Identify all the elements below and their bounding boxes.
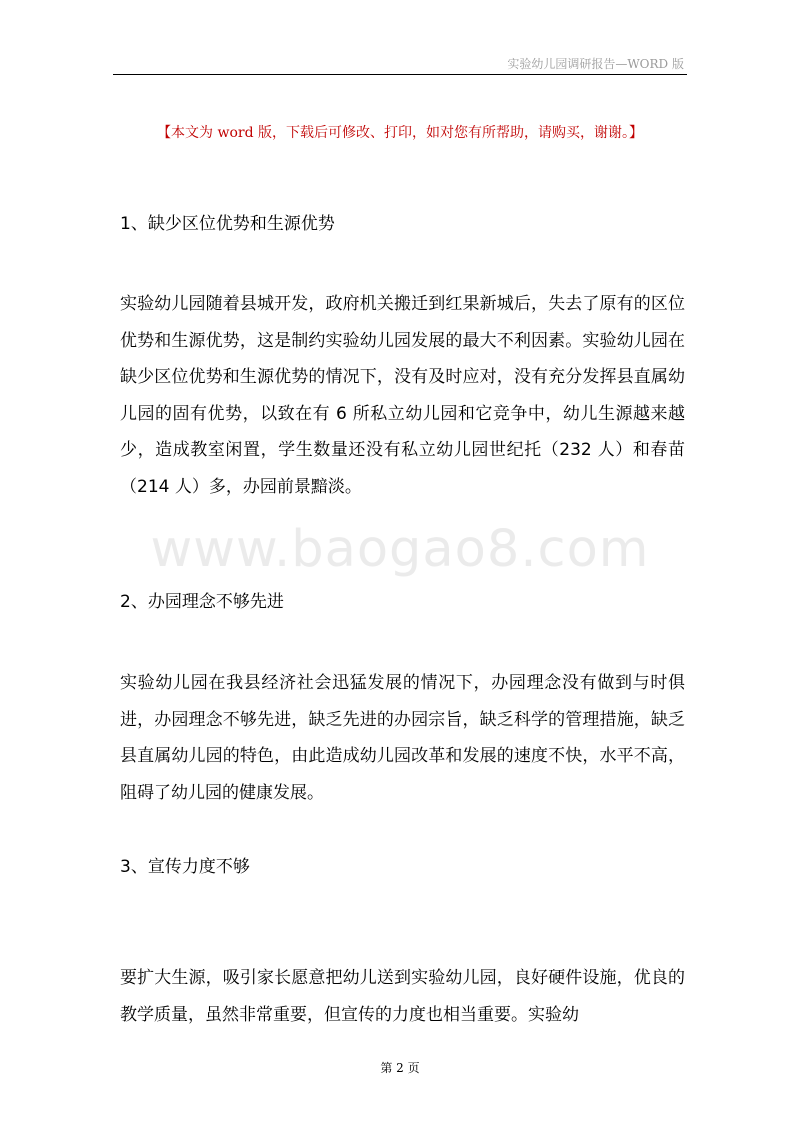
section-heading-1: 1、缺少区位优势和生源优势 bbox=[120, 214, 335, 234]
download-notice: 【本文为 word 版，下载后可修改、打印，如对您有所帮助，请购买，谢谢。】 bbox=[157, 125, 643, 141]
section-paragraph-3: 要扩大生源，吸引家长愿意把幼儿送到实验幼儿园，良好硬件设施，优良的教学质量，虽然非常重要，但宣传的力度也相当重要。实验幼 bbox=[120, 968, 685, 1025]
header-divider bbox=[113, 74, 687, 75]
page-number: 第 2 页 bbox=[380, 1061, 420, 1075]
section-paragraph-2: 实验幼儿园在我县经济社会迅猛发展的情况下，办园理念没有做到与时俱进，办园理念不够先进，缺乏先进的办园宗旨，缺乏科学的管理措施，缺乏县直属幼儿园的特色，由此造成幼儿园改革和发展的速度不快，水平不高，阻碍了幼儿园的健康发展。 bbox=[120, 673, 685, 803]
document-header-title: 实验幼儿园调研报告—WORD 版 bbox=[507, 57, 684, 71]
section-paragraph-1: 实验幼儿园随着县城开发，政府机关搬迁到红果新城后，失去了原有的区位优势和生源优势，这是制约实验幼儿园发展的最大不利因素。实验幼儿园在缺少区位优势和生源优势的情况下，没有及时应对，没有充分发挥县直属幼儿园的固有优势，以致在有 6 所私立幼儿园和它竞争中，幼儿生源越来越少，造成教室闲置，学生数量还没有私立幼儿园世纪托（232 人）和春苗（214 人）多，办园前景黯淡。 bbox=[120, 294, 685, 497]
section-heading-3: 3、宣传力度不够 bbox=[120, 857, 250, 877]
section-heading-2: 2、办园理念不够先进 bbox=[120, 592, 284, 612]
watermark: www.baogao8.com bbox=[150, 520, 650, 579]
